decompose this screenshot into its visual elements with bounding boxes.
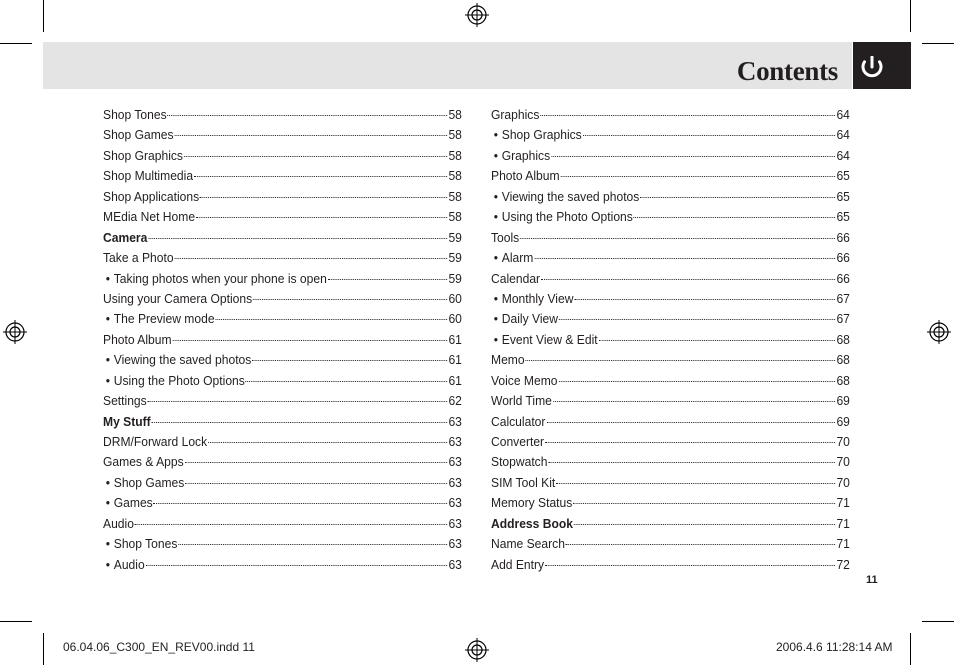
- toc-entry-label: Shop Graphics: [501, 127, 582, 143]
- toc-entry: [103, 412, 462, 432]
- toc-entry-page: 63: [448, 495, 462, 511]
- dot-leader: [185, 482, 447, 484]
- dot-leader: [152, 421, 448, 423]
- bullet-icon: •: [493, 127, 499, 143]
- toc-entry-page: 63: [448, 515, 462, 531]
- crop-mark: [922, 621, 954, 622]
- dot-leader: [215, 318, 447, 320]
- toc-entry: [491, 432, 850, 452]
- toc-entry: [103, 166, 462, 186]
- dot-leader: [546, 421, 835, 423]
- toc-entry: [491, 412, 850, 432]
- dot-leader: [208, 441, 447, 443]
- page-number: 11: [866, 574, 878, 586]
- bullet-icon: •: [105, 556, 111, 572]
- dot-leader: [178, 543, 447, 545]
- toc-entry: [103, 146, 462, 166]
- toc-entry: [103, 473, 462, 493]
- toc-entry-label: DRM/Forward Lock: [103, 434, 208, 449]
- toc-entry-page: 60: [448, 311, 462, 327]
- toc-entry-page: 67: [836, 290, 850, 306]
- toc-entry: [491, 269, 850, 289]
- dot-leader: [560, 175, 835, 177]
- toc-entry-page: 65: [836, 168, 850, 184]
- toc-entry-page: 70: [836, 454, 850, 470]
- dot-leader: [168, 114, 448, 116]
- dot-leader: [583, 134, 836, 136]
- dot-leader: [148, 400, 448, 402]
- toc-entry-label: My Stuff: [103, 413, 151, 429]
- toc-entry-page: 58: [448, 209, 462, 225]
- toc-entry-page: 64: [836, 107, 850, 122]
- dot-leader: [556, 482, 835, 484]
- footer-file-info: 06.04.06_C300_EN_REV00.indd 11: [63, 640, 255, 654]
- toc-entry: [103, 309, 462, 329]
- crop-mark: [922, 43, 954, 44]
- toc-entry: [103, 555, 462, 575]
- toc-entry: [491, 125, 850, 145]
- bullet-icon: •: [493, 147, 499, 163]
- toc-entry-label: Memo: [491, 352, 525, 368]
- toc-entry-page: 58: [448, 107, 462, 122]
- toc-entry-page: 63: [448, 413, 462, 429]
- toc-entry-label: MEdia Net Home: [103, 209, 196, 225]
- toc-entry: [103, 289, 462, 309]
- toc-entry: [491, 371, 850, 391]
- toc-entry-label: Voice Memo: [491, 372, 558, 388]
- page-title: Contents: [736, 56, 838, 86]
- toc-entry-page: 64: [836, 147, 850, 163]
- toc-entry: [491, 248, 850, 268]
- dot-leader: [148, 237, 447, 239]
- dot-leader: [541, 278, 836, 280]
- toc-entry-page: 58: [448, 188, 462, 204]
- dot-leader: [194, 175, 448, 177]
- toc-entry-label: Photo Album: [103, 331, 172, 347]
- toc-left-column: [103, 105, 462, 575]
- toc-entry-label: Add Entry: [491, 556, 545, 572]
- toc-entry-label: Converter: [491, 434, 545, 449]
- dot-leader: [196, 216, 448, 218]
- dot-leader: [640, 196, 835, 198]
- dot-leader: [634, 216, 836, 218]
- crop-mark: [0, 43, 32, 44]
- bullet-icon: •: [105, 495, 111, 511]
- toc-entry-label: Graphics: [491, 107, 540, 122]
- dot-leader: [574, 298, 835, 300]
- toc-entry-label: Audio: [113, 556, 145, 572]
- dot-leader: [559, 318, 836, 320]
- toc-entry-label: Shop Games: [113, 474, 185, 490]
- toc-entry-page: 61: [448, 331, 462, 347]
- dot-leader: [252, 359, 447, 361]
- dot-leader: [328, 278, 448, 280]
- power-icon: [857, 56, 907, 82]
- toc-entry-label: Using the Photo Options: [501, 209, 633, 225]
- toc-entry-page: 69: [836, 393, 850, 409]
- bullet-icon: •: [105, 372, 111, 388]
- toc-entry-label: Viewing the saved photos: [501, 188, 640, 204]
- toc-entry-label: Monthly View: [501, 290, 574, 306]
- toc-entry: [491, 228, 850, 248]
- dot-leader: [246, 380, 448, 382]
- toc-entry: [103, 371, 462, 391]
- toc-entry-page: 58: [448, 168, 462, 184]
- footer-timestamp: 2006.4.6 11:28:14 AM: [776, 640, 893, 654]
- toc-entry-page: 62: [448, 393, 462, 409]
- bullet-icon: •: [105, 270, 111, 286]
- toc-entry: [491, 514, 850, 534]
- toc-entry-label: Name Search: [491, 536, 565, 552]
- toc-entry: [491, 534, 850, 554]
- toc-entry-page: 60: [448, 290, 462, 306]
- dot-leader: [551, 155, 835, 157]
- registration-mark-icon: [465, 638, 489, 662]
- toc-entry-page: 63: [448, 474, 462, 490]
- toc-entry: [103, 207, 462, 227]
- crop-mark: [0, 621, 32, 622]
- toc-right-column: [491, 105, 850, 575]
- dot-leader: [534, 257, 835, 259]
- dot-leader: [599, 339, 836, 341]
- toc-entry: [103, 248, 462, 268]
- toc-entry-page: 69: [836, 413, 850, 429]
- toc-entry-page: 71: [836, 536, 850, 552]
- toc-entry-page: 68: [836, 372, 850, 388]
- toc-entry: [103, 534, 462, 554]
- header-icon-box: [853, 42, 911, 89]
- bullet-icon: •: [493, 290, 499, 306]
- toc-entry: [103, 269, 462, 289]
- toc-entry: [491, 555, 850, 575]
- toc-entry-page: 68: [836, 331, 850, 347]
- toc-entry: [103, 330, 462, 350]
- toc-entry: [491, 187, 850, 207]
- toc-entry-page: 63: [448, 454, 462, 470]
- toc-entry: [491, 391, 850, 411]
- bullet-icon: •: [493, 209, 499, 225]
- toc-entry-page: 70: [836, 474, 850, 490]
- toc-entry-page: 63: [448, 556, 462, 572]
- toc-entry-label: The Preview mode: [113, 311, 215, 327]
- toc-entry-label: Shop Multimedia: [103, 168, 194, 184]
- toc-entry-label: Camera: [103, 229, 148, 245]
- toc-entry-page: 59: [448, 250, 462, 266]
- toc-entry: [491, 330, 850, 350]
- dot-leader: [574, 523, 836, 525]
- header-band: [43, 42, 852, 89]
- toc-entry-label: Daily View: [501, 311, 558, 327]
- registration-mark-icon: [465, 3, 489, 27]
- toc-entry-label: Alarm: [501, 250, 534, 266]
- toc-entry-label: Shop Graphics: [103, 147, 183, 163]
- dot-leader: [146, 564, 448, 566]
- dot-leader: [573, 502, 835, 504]
- dot-leader: [545, 564, 835, 566]
- toc-entry: [491, 146, 850, 166]
- toc-entry-page: 63: [448, 434, 462, 449]
- dot-leader: [253, 298, 447, 300]
- toc-entry: [103, 187, 462, 207]
- toc-entry: [491, 289, 850, 309]
- dot-leader: [135, 523, 448, 525]
- toc-entry-page: 72: [836, 556, 850, 572]
- toc-entry: [103, 493, 462, 513]
- dot-leader: [558, 380, 835, 382]
- toc-entry-page: 65: [836, 188, 850, 204]
- toc-entry-page: 59: [448, 229, 462, 245]
- toc-entry-page: 70: [836, 434, 850, 449]
- toc-entry: [491, 493, 850, 513]
- toc-entry-label: Shop Games: [103, 127, 174, 143]
- toc-entry: [103, 350, 462, 370]
- toc-entry-page: 66: [836, 229, 850, 245]
- toc-entry-page: 66: [836, 250, 850, 266]
- toc-entry-label: Memory Status: [491, 495, 573, 511]
- bullet-icon: •: [493, 188, 499, 204]
- dot-leader: [545, 441, 836, 443]
- dot-leader: [520, 237, 835, 239]
- crop-mark: [43, 633, 44, 665]
- toc-entry-label: Taking photos when your phone is open: [113, 270, 327, 286]
- toc-entry-page: 65: [836, 209, 850, 225]
- bullet-icon: •: [105, 536, 111, 552]
- toc-entry-page: 67: [836, 311, 850, 327]
- bullet-icon: •: [493, 250, 499, 266]
- toc-entry-page: 58: [448, 127, 462, 143]
- toc-entry: [491, 309, 850, 329]
- toc-entry: [491, 105, 850, 125]
- toc-entry-label: Shop Tones: [103, 107, 167, 122]
- dot-leader: [540, 114, 835, 116]
- registration-mark-icon: [927, 320, 951, 344]
- dot-leader: [548, 461, 835, 463]
- bullet-icon: •: [105, 311, 111, 327]
- toc-entry-page: 59: [448, 270, 462, 286]
- toc-entry-label: Calendar: [491, 270, 541, 286]
- toc-entry-label: Shop Applications: [103, 188, 200, 204]
- dot-leader: [174, 134, 447, 136]
- toc-entry-label: Tools: [491, 229, 520, 245]
- dot-leader: [185, 461, 448, 463]
- bullet-icon: •: [105, 352, 111, 368]
- dot-leader: [184, 155, 448, 157]
- crop-mark: [910, 0, 911, 32]
- toc-entry-label: Take a Photo: [103, 250, 174, 266]
- toc-entry-label: SIM Tool Kit: [491, 474, 556, 490]
- toc-entry-label: World Time: [491, 393, 552, 409]
- toc-entry-page: 64: [836, 127, 850, 143]
- toc-entry-label: Photo Album: [491, 168, 560, 184]
- toc-entry-page: 68: [836, 352, 850, 368]
- crop-mark: [43, 0, 44, 32]
- toc-entry-label: Using the Photo Options: [113, 372, 245, 388]
- toc-entry-label: Using your Camera Options: [103, 290, 253, 306]
- toc-entry-label: Calculator: [491, 413, 546, 429]
- dot-leader: [566, 543, 836, 545]
- toc-entry-page: 63: [448, 536, 462, 552]
- crop-mark: [910, 633, 911, 665]
- toc-entry-page: 61: [448, 352, 462, 368]
- dot-leader: [172, 339, 447, 341]
- toc-entry: [103, 514, 462, 534]
- toc-entry-label: Settings: [103, 393, 147, 409]
- bullet-icon: •: [493, 331, 499, 347]
- registration-mark-icon: [3, 320, 27, 344]
- dot-leader: [553, 400, 836, 402]
- toc-entry: [103, 391, 462, 411]
- toc-entry-label: Games: [113, 495, 153, 511]
- toc-entry-label: Graphics: [501, 147, 551, 163]
- dot-leader: [154, 502, 448, 504]
- toc-entry-label: Stopwatch: [491, 454, 548, 470]
- toc-entry-page: 61: [448, 372, 462, 388]
- toc-entry-label: Event View & Edit: [501, 331, 598, 347]
- toc-entry: [491, 166, 850, 186]
- toc-entry: [491, 350, 850, 370]
- toc-entry: [103, 432, 462, 452]
- dot-leader: [526, 359, 836, 361]
- toc-entry-label: Audio: [103, 515, 134, 531]
- toc-entry-label: Address Book: [491, 515, 573, 531]
- toc-entry-page: 58: [448, 147, 462, 163]
- toc-entry: [103, 125, 462, 145]
- toc-entry-page: 71: [836, 515, 850, 531]
- toc-entry: [491, 452, 850, 472]
- toc-entry-page: 71: [836, 495, 850, 511]
- toc-entry: [103, 228, 462, 248]
- bullet-icon: •: [493, 311, 499, 327]
- toc-entry: [491, 207, 850, 227]
- toc-entry: [103, 452, 462, 472]
- toc-entry-label: Shop Tones: [113, 536, 178, 552]
- toc-entry-label: Viewing the saved photos: [113, 352, 252, 368]
- dot-leader: [175, 257, 448, 259]
- toc-entry-page: 66: [836, 270, 850, 286]
- dot-leader: [200, 196, 447, 198]
- toc-entry: [103, 105, 462, 125]
- bullet-icon: •: [105, 474, 111, 490]
- toc-entry: [491, 473, 850, 493]
- toc-entry-label: Games & Apps: [103, 454, 184, 470]
